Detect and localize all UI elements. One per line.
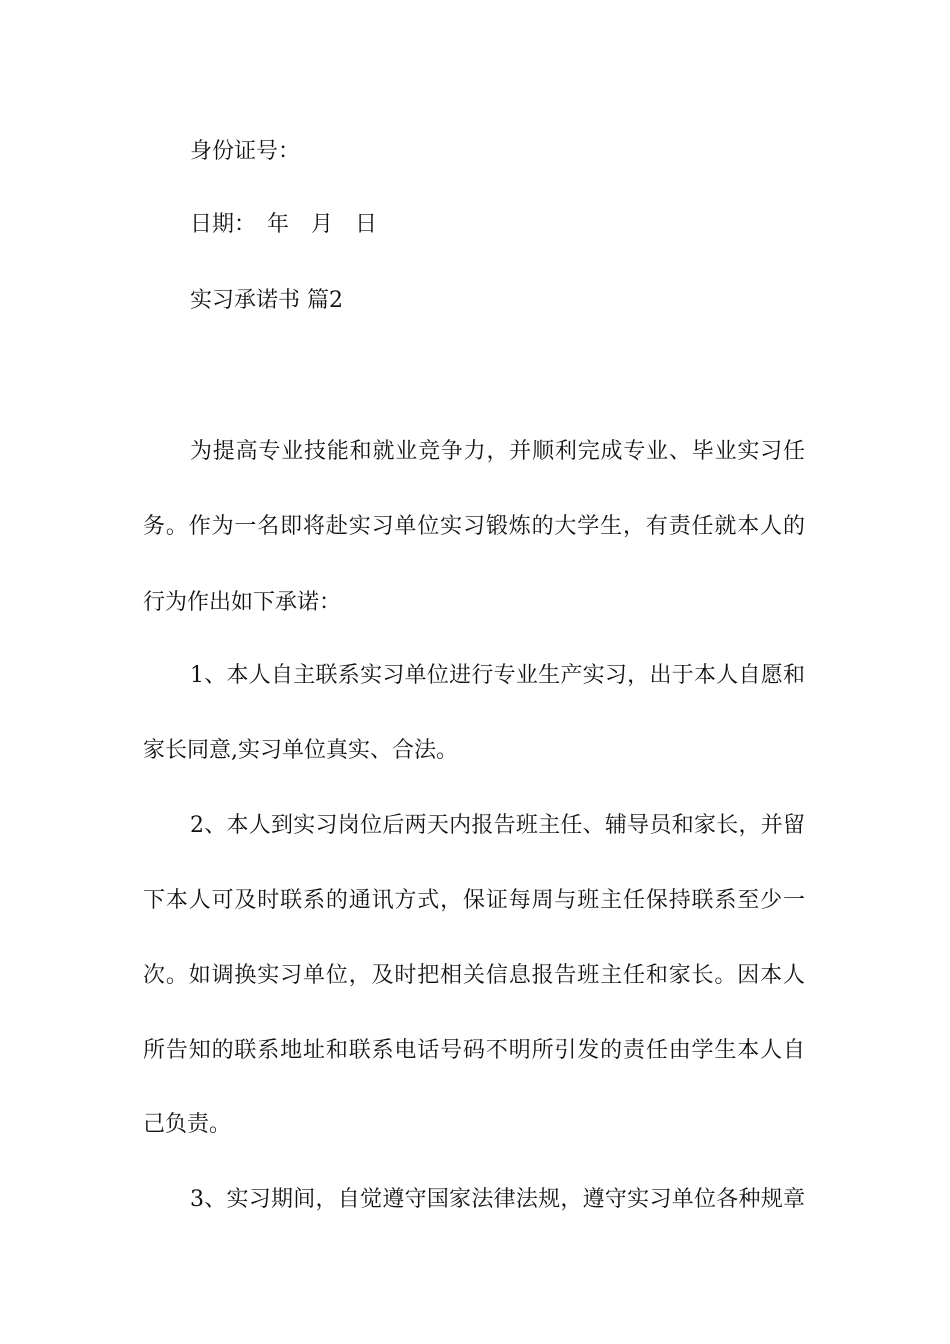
item-2-line-2: 下本人可及时联系的通讯方式，保证每周与班主任保持联系至少一 <box>143 888 805 913</box>
item-2-line-1: 2、本人到实习岗位后两天内报告班主任、辅导员和家长，并留 <box>190 813 805 838</box>
date-label: 日期： 年 月 日 <box>190 212 378 237</box>
intro-line-3: 行为作出如下承诺： <box>143 590 342 615</box>
intro-line-2: 务。作为一名即将赴实习单位实习锻炼的大学生，有责任就本人的 <box>143 514 805 539</box>
item-1-line-1: 1、本人自主联系实习单位进行专业生产实习，出于本人自愿和 <box>190 663 805 688</box>
item-1-line-2: 家长同意,实习单位真实、合法。 <box>143 738 458 763</box>
id-number-label: 身份证号： <box>190 139 301 164</box>
intro-line-1: 为提高专业技能和就业竞争力，并顺利完成专业、毕业实习任 <box>190 439 805 464</box>
item-2-line-3: 次。如调换实习单位，及时把相关信息报告班主任和家长。因本人 <box>143 963 805 988</box>
section-title: 实习承诺书 篇2 <box>190 288 343 313</box>
item-2-line-4: 所告知的联系地址和联系电话号码不明所引发的责任由学生本人自 <box>143 1038 805 1063</box>
item-3-line-1: 3、实习期间，自觉遵守国家法律法规，遵守实习单位各种规章 <box>190 1187 805 1212</box>
item-2-line-5: 己负责。 <box>143 1112 232 1137</box>
